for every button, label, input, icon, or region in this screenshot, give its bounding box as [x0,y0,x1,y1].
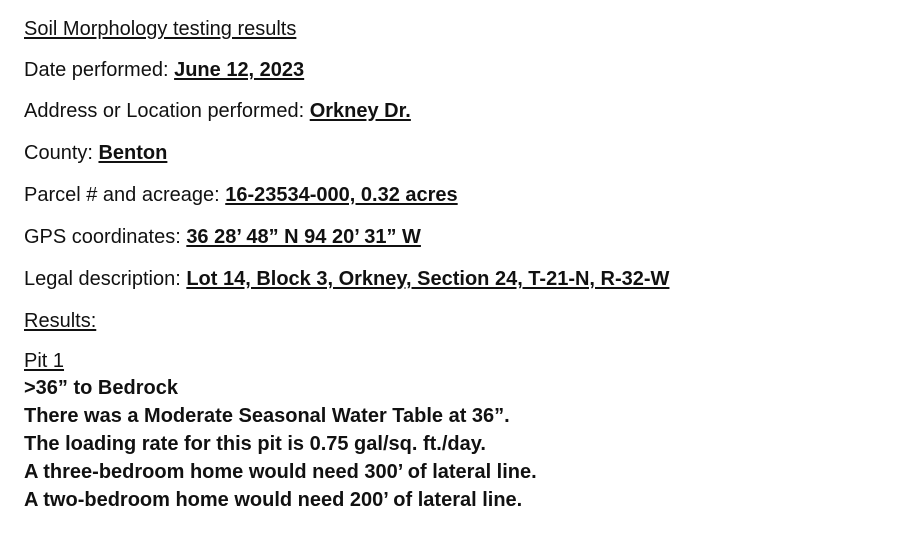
pit-result-line: >36” to Bedrock [24,377,178,399]
pit-result-line: The loading rate for this pit is 0.75 gal/sq. ft./day. [24,433,486,455]
field-gps [24,225,421,249]
field-label: Parcel # and acreage: [24,184,226,206]
field-value: 36 28’ 48” N 94 20’ 31” W [186,226,421,248]
pit-title: Pit 1 [24,350,65,372]
field-county [24,141,167,165]
field-value: June 12, 2023 [174,59,305,81]
field-value: Orkney Dr. [309,100,411,122]
field-value: Lot 14, Block 3, Orkney, Section 24, T-21-N, R-32-W [186,268,670,290]
results-heading: Results: [24,310,97,332]
field-legal-description [24,267,669,291]
field-label: County: [24,142,99,164]
field-label: GPS coordinates: [24,226,187,248]
field-parcel [24,183,458,207]
pit-result-line: There was a Moderate Seasonal Water Table at 36”. [24,405,510,427]
field-address [24,99,411,123]
field-value: Benton [98,142,168,164]
pit-result-line: A two-bedroom home would need 200’ of lateral line. [24,489,523,511]
pit-result-line: A three-bedroom home would need 300’ of lateral line. [24,461,537,483]
field-date [24,58,304,82]
field-label: Legal description: [24,268,187,290]
document-heading: Soil Morphology testing results [24,18,297,40]
field-label: Date performed: [24,59,175,81]
field-value: 16-23534-000, 0.32 acres [225,184,458,206]
field-label: Address or Location performed: [24,100,310,122]
